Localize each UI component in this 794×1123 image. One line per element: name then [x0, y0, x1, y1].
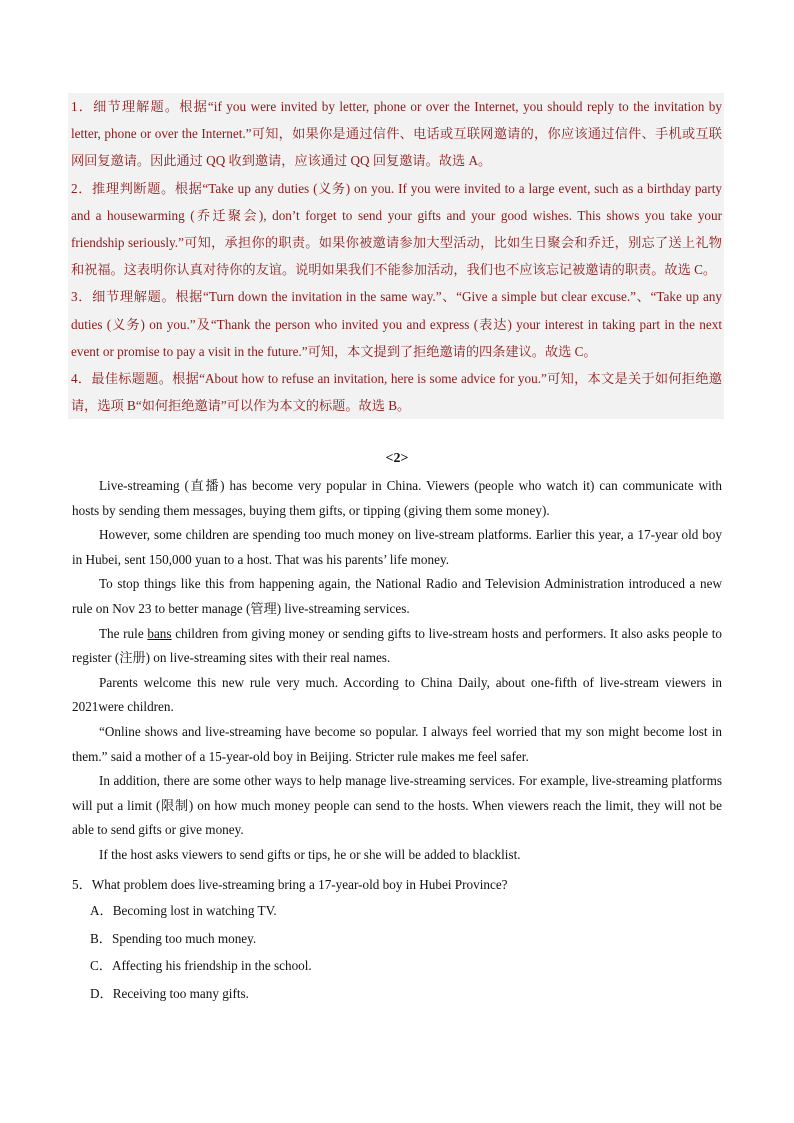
- answer-explanations: [68, 93, 724, 419]
- answer-1: 1．细节理解题。根据“if you were invited by letter, phone or over the Internet, you should reply to the invitation by letter, phone or over the Internet.”可知，如果你是通过信件、电话或互联网邀请的，你应该通过信件、手机或互联网回复邀请。因此通过 QQ 收到邀请，应该通过 QQ 回复邀请。故选 A。: [71, 99, 722, 169]
- passage-paragraph-2: However, some children are spending too much money on live-stream platforms. Earlier this year, a 17-year old boy in Hubei, sent 150,000 yuan to a host. That was his parents’ life money.: [72, 527, 722, 567]
- section-marker: <2>: [385, 451, 409, 466]
- passage-paragraph-3: To stop things like this from happening again, the National Radio and Television Administration introduced a new rule on Nov 23 to better manage (管理) live-streaming services.: [72, 576, 722, 616]
- option-d[interactable]: D．Receiving too many gifts.: [90, 985, 249, 1001]
- option-c[interactable]: C．Affecting his friendship in the school.: [90, 958, 312, 973]
- passage-paragraph-4: [72, 622, 722, 671]
- answer-2: 2．推理判断题。根据“Take up any duties (义务) on you. If you were invited to a large event, such as a birthday party and a housewarming (乔迁聚会), don’t forget to send your gifts and your good wishes. This shows you take your friendship seriously.”可知，承担你的职责。如果你被邀请参加大型活动，比如生日聚会和乔迁，别忘了送上礼物和祝福。这表明你认真对待你的友谊。说明如果我们不能参加活动，我们也不应该忘记被邀请的职责。故选 C。: [71, 180, 722, 278]
- passage-paragraph-1: Live-streaming (直播) has become very popular in China. Viewers (people who watch it) can communicate with hosts by sending them messages, buying them gifts, or tipping (giving them some money).: [72, 478, 722, 518]
- passage-paragraph-8: If the host asks viewers to send gifts or tips, he or she will be added to blacklist.: [99, 846, 521, 862]
- question-5: [72, 873, 722, 1007]
- passage-paragraph-7: In addition, there are some other ways to help manage live-streaming services. For example, live-streaming platforms will put a limit (限制) on how much money people can send to the hosts. When viewers reach the limit, they will not be able to send gifts or give money.: [72, 773, 722, 838]
- paragraph-4-start: The rule: [99, 625, 148, 641]
- answer-4: 4．最佳标题题。根据“About how to refuse an invitation, here is some advice for you.”可知，本文是关于如何拒绝邀请，选项 B“如何拒绝邀请”可以作为本文的标题。故选 B。: [71, 371, 722, 414]
- option-a[interactable]: A．Becoming lost in watching TV.: [90, 903, 277, 918]
- reading-passage: [72, 474, 722, 868]
- option-b[interactable]: B．Spending too much money.: [90, 930, 257, 946]
- passage-paragraph-6: “Online shows and live-streaming have become so popular. I always feel worried that my son might become lost in them.” said a mother of a 15-year-old boy in Beijing. Stricter rule makes me feel safer.: [72, 723, 722, 764]
- question-stem: 5．What problem does live-streaming bring a 17-year-old boy in Hubei Province?: [72, 877, 508, 892]
- underlined-word-bans: bans: [147, 625, 172, 641]
- answer-3: 3．细节理解题。根据“Turn down the invitation in the same way.”、“Give a simple but clear excuse.”、“Take up any duties (义务) on you.”及“Thank the person who invited you and express (表达) your interest in taking part in the next event or promise to pay a visit in the future.”可知，本文提到了拒绝邀请的四条建议。故选 C。: [71, 289, 722, 359]
- passage-paragraph-5: Parents welcome this new rule very much. According to China Daily, about one-fifth of live-stream viewers in 2021were children.: [72, 674, 722, 715]
- paragraph-4-rest: children from giving money or sending gifts to live-stream hosts and performers. It also asks people to register (注册) on live-streaming sites with their real names.: [72, 625, 722, 666]
